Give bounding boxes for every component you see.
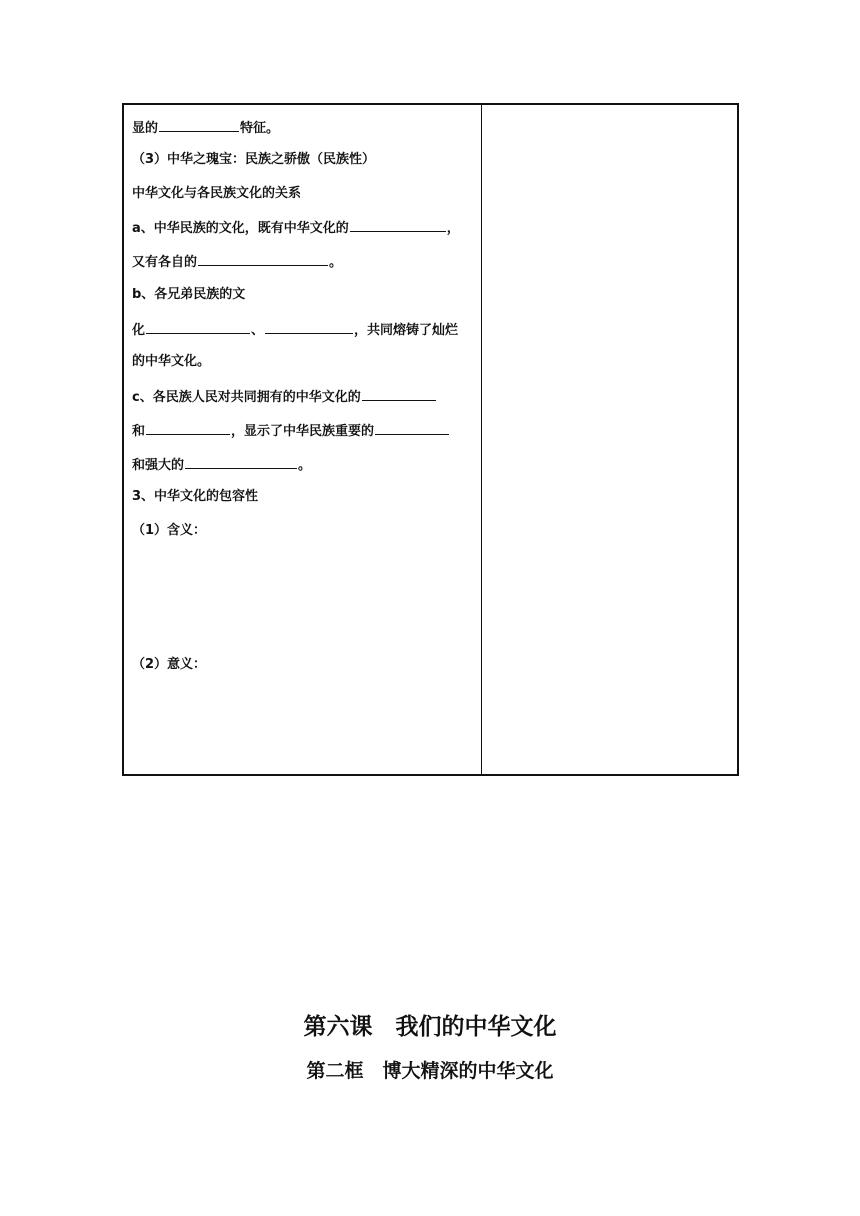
line-12: 3、中华文化的包容性 <box>132 489 259 504</box>
column-divider <box>481 105 482 774</box>
fill-blank[interactable] <box>185 455 297 469</box>
line-3: 中华文化与各民族文化的关系 <box>132 186 302 201</box>
line-2: （3）中华之瑰宝：民族之骄傲（民族性） <box>132 152 376 167</box>
line-13: （1）含义： <box>132 523 207 538</box>
line-6: b、各兄弟民族的文 <box>132 287 246 302</box>
line-9: c、各民族人民对共同拥有的中华文化的 <box>132 387 437 407</box>
line-7: 化 、 ，共同熔铸了灿烂 <box>132 320 458 340</box>
section-title: 第二框 博大精深的中华文化 <box>306 1060 554 1082</box>
line-8: 的中华文化。 <box>132 354 211 369</box>
lesson-title: 第六课 我们的中华文化 <box>303 1014 557 1040</box>
line-4: a、中华民族的文化，既有中华文化的 ， <box>132 218 460 238</box>
fill-blank[interactable] <box>198 252 328 266</box>
fill-blank[interactable] <box>146 320 250 334</box>
line-14: （2）意义： <box>132 657 207 672</box>
worksheet-table <box>122 103 739 776</box>
fill-blank[interactable] <box>146 421 230 435</box>
line-11: 和强大的 。 <box>132 455 311 475</box>
line-10: 和 ，显示了中华民族重要的 <box>132 421 450 441</box>
line-5: 又有各自的 。 <box>132 252 342 272</box>
fill-blank[interactable] <box>350 218 446 232</box>
fill-blank[interactable] <box>375 421 449 435</box>
fill-blank[interactable] <box>265 320 353 334</box>
fill-blank[interactable] <box>362 387 436 401</box>
line-1: 显的 特征。 <box>132 118 279 138</box>
fill-blank[interactable] <box>159 118 239 132</box>
